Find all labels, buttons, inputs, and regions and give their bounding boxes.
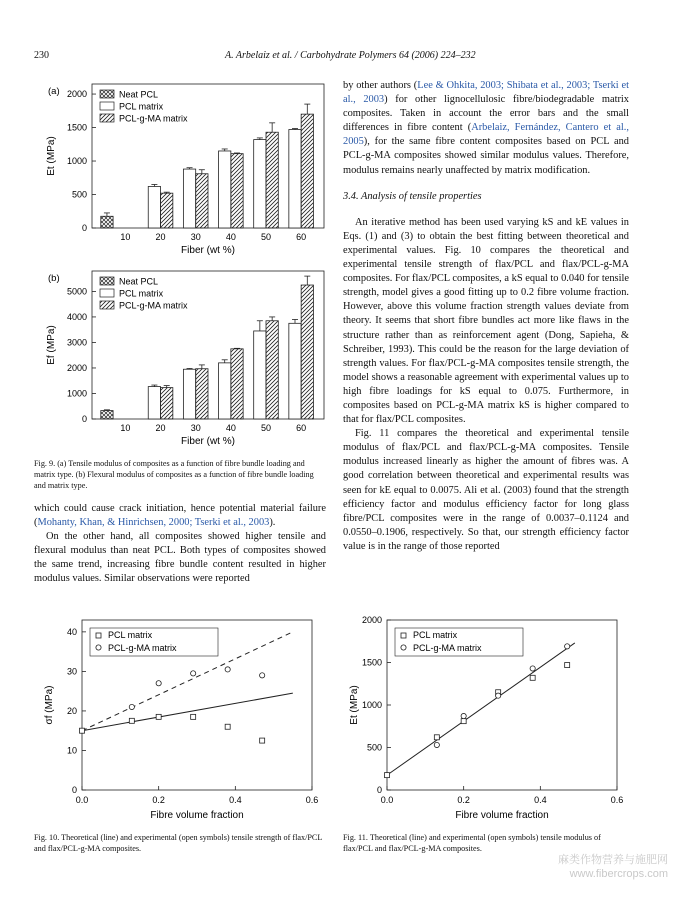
left-column-text — [34, 502, 326, 587]
fig10-ytick-label: 30 — [66, 666, 77, 677]
fig10-point-pclma — [260, 673, 265, 678]
fig10-theory-line-pcl — [82, 693, 293, 731]
fig10-legend-label-pcl: PCL matrix — [108, 630, 153, 640]
fig10-ytick-label: 10 — [66, 745, 77, 756]
fig11-point-pclma — [434, 742, 439, 747]
right-p1-text: by other authors ( — [343, 80, 418, 91]
fig9a-legend-label: PCL matrix — [119, 101, 164, 112]
fig11-point-pclma — [565, 644, 570, 649]
fig11-legend-marker-pclma — [401, 645, 406, 650]
right-p1-mid: ) for other lignocellulosic fibre/biodegradable matrix composites. Taken in account the error bars and the small differences in fibre content ( — [343, 94, 629, 134]
fig9b-bar-pclma — [301, 285, 313, 419]
left-paragraph-1 — [34, 502, 326, 530]
fig9a-xtick-label: 30 — [190, 232, 201, 242]
left-p1-text: which could cause crack initiation, hence potential material failure ( — [34, 503, 326, 529]
section-heading: 3.4. Analysis of tensile properties — [343, 190, 482, 202]
fig9a-legend-swatch — [100, 114, 114, 122]
fig9a-bar-pclma — [266, 132, 278, 228]
fig10-point-pcl — [156, 714, 161, 719]
running-title: A. Arbelaiz et al. / Carbohydrate Polymers 64 (2006) 224–232 — [225, 50, 476, 61]
fig9a-bar-pclma — [231, 154, 243, 228]
fig9a-xtick-label: 10 — [120, 232, 131, 242]
fig11-chart — [345, 612, 635, 824]
fig10-xlabel: Fibre volume fraction — [150, 810, 244, 821]
fig11-ytick-label: 0 — [376, 785, 382, 795]
fig9b-xtick-label: 60 — [296, 423, 307, 433]
left-paragraph-2: On the other hand, all composites showed higher tensile and flexural modulus than neat PCL. Both types of composites showed the same trend, increasing fibre bundle content resulted in higher modulus values. Similar observations were reported — [34, 531, 326, 585]
fig9a-legend-label: Neat PCL — [119, 89, 159, 100]
fig9b-ytick-label: 2000 — [66, 362, 87, 373]
fig11-ytick-label: 2000 — [361, 615, 382, 625]
fig11-xtick-label: 0.6 — [610, 795, 624, 805]
fig11-theory-line — [387, 643, 575, 775]
fig11-point-pcl — [434, 735, 439, 740]
fig11-point-pcl — [461, 719, 466, 724]
fig9a-legend-swatch — [100, 90, 114, 98]
fig11-point-pclma — [461, 713, 466, 718]
fig10-point-pcl — [191, 714, 196, 719]
fig11-point-pcl — [530, 675, 535, 680]
ref-link-mohanty[interactable]: Mohanty, Khan, & Hinrichsen, 2000; Tserki et al., 2003 — [37, 517, 270, 529]
fig9b-bar-pclma — [196, 369, 208, 419]
fig10-xtick-label: 0.2 — [152, 795, 165, 805]
fig9b-bar-pcl — [148, 387, 160, 419]
fig9a-bar-pcl — [148, 186, 160, 228]
fig11-ytick-label: 1500 — [361, 657, 382, 668]
fig9a-xtick-label: 60 — [296, 232, 307, 242]
fig9b-legend-label: PCL matrix — [119, 288, 164, 299]
watermark — [558, 853, 668, 881]
fig10-ytick-label: 40 — [66, 626, 77, 637]
right-paragraph-1 — [343, 79, 629, 178]
fig10-point-pclma — [191, 671, 196, 676]
watermark-line2: www.fibercrops.com — [569, 868, 668, 880]
fig11-xtick-label: 0.0 — [380, 795, 394, 805]
fig11-point-pcl — [565, 663, 570, 668]
fig10-xtick-label: 0.4 — [229, 795, 242, 805]
fig9a-ytick-label: 1500 — [66, 122, 87, 133]
fig9b-bar-pcl — [254, 331, 266, 419]
right-p1-end: ), for the same fibre content composites based on PCL and PCL-g-MA composites showed similar modulus values. Therefore, modulus remains nearly unaffected by matrix modification. — [343, 136, 629, 176]
right-paragraph-3: Fig. 11 compares the theoretical and experimental tensile modulus of flax/PCL and flax/PCL-g-MA composites. Tensile modulus increased linearly as higher the amount of fibres was. A good correlation between theoretical and experimental results was seen for kE equal to 0.0075. Ali et al. (2003) found that the strength efficiency factor and modulus efficiency factor for long glass fibre/PCL composites were in the range of 0.0037–0.1124 and 0.0550–0.1906, respectively. So that, our strength efficiency factor value is in the range of those reported — [343, 428, 629, 552]
fig11-legend-label-pclma: PCL-g-MA matrix — [413, 643, 482, 653]
right-paragraph-2: An iterative method has been used varying kS and kE values in Eqs. (1) and (3) to obtain the best fitting between theoretical and experimental values. Fig. 10 compares the theoretical and experimental tensile strength of flax/PCL and flax/PCL-g-MA composites. For flax/PCL composites, a kS equal to 0.040 for tensile strength, model gives a good fitting up to 0.2 fibre volume fraction. However, above this volume fraction strength values deviate from theory. It seems that short fibre bundles act more like flaws in the structure rather than as reinforcement agent (Dong, Sapieha, & Schreiber, 1993). This could be the reason for the large deviation of strength values. For flax/PCL-g-MA composites tensile strength, the model shows a reasonable agreement with experimental values up to high fibre loadings for kS equal to 0.075. Furthermore, in composites based on PCL-g-MA matrix kS is higher compared to that for flax/PCL composites. — [343, 216, 629, 426]
fig9b-legend-swatch — [100, 289, 114, 297]
fig10-point-pclma — [156, 681, 161, 686]
fig9a-bar-pclma — [196, 174, 208, 228]
fig9b-bar-pclma — [161, 388, 173, 419]
fig9b-bar-neat-pcl — [101, 411, 113, 419]
fig9b-legend-swatch — [100, 301, 114, 309]
fig9b-ytick-label: 4000 — [66, 311, 87, 322]
fig9a-xtick-label: 50 — [260, 232, 272, 242]
fig9b-bar-pcl — [289, 323, 301, 419]
fig9b-ylabel: Ef (MPa) — [46, 325, 57, 365]
fig9a-ytick-label: 1000 — [66, 156, 87, 167]
fig9b-legend-swatch — [100, 277, 114, 285]
fig9a-legend-swatch — [100, 102, 114, 110]
fig9b-ytick-label: 5000 — [66, 286, 87, 297]
fig9a-legend-label: PCL-g-MA matrix — [119, 113, 188, 124]
fig9a-ytick-label: 500 — [71, 189, 87, 200]
fig11-ytick-label: 500 — [366, 742, 382, 753]
fig9a-ytick-label: 0 — [81, 223, 87, 233]
fig9a-bar-pclma — [301, 114, 313, 228]
fig9a-bar-pcl — [219, 151, 231, 228]
fig11-xtick-label: 0.4 — [534, 795, 547, 805]
ref-link-arbelaiz[interactable]: Arbelaiz, Fernández, Cantero et al., 2005 — [343, 122, 629, 148]
fig9b-bar-pcl — [183, 369, 195, 419]
left-p1-end: ). — [269, 517, 276, 529]
fig10-point-pcl — [225, 724, 230, 729]
fig9a-bar-neat-pcl — [101, 216, 113, 228]
fig10-ylabel: σf (MPa) — [44, 685, 55, 725]
fig10-legend-marker-pcl — [96, 633, 101, 638]
fig9b-xlabel: Fiber (wt %) — [181, 436, 235, 447]
fig10-point-pclma — [129, 704, 134, 709]
fig10-xtick-label: 0.6 — [305, 795, 319, 805]
fig9b-bar-pcl — [219, 363, 231, 419]
fig11-legend-marker-pcl — [401, 633, 406, 638]
fig9b-xtick-label: 50 — [260, 423, 272, 433]
fig9a-ytick-label: 2000 — [66, 89, 87, 100]
page-number: 230 — [34, 50, 49, 61]
fig10-ytick-label: 0 — [71, 785, 77, 795]
fig10-caption: Fig. 10. Theoretical (line) and experimental (open symbols) tensile strength of flax/PCL and flax/PCL-g-MA composites. — [34, 833, 323, 853]
fig9a-ylabel: Et (MPa) — [46, 136, 57, 176]
fig10-chart — [40, 612, 330, 824]
fig11-point-pclma — [530, 666, 535, 671]
fig9a-xlabel: Fiber (wt %) — [181, 245, 235, 256]
fig9b-panel-label: (b) — [48, 273, 60, 284]
fig9a-bar-pclma — [161, 193, 173, 228]
fig9a-xtick-label: 40 — [225, 232, 236, 242]
fig11-point-pclma — [496, 693, 501, 698]
fig9b-xtick-label: 10 — [120, 423, 131, 433]
fig11-ylabel: Et (MPa) — [349, 685, 360, 725]
fig9a-xtick-label: 20 — [155, 232, 166, 242]
fig9b-xtick-label: 30 — [190, 423, 201, 433]
fig9b-ytick-label: 0 — [81, 414, 87, 424]
fig11-point-pcl — [385, 773, 390, 778]
fig9b-ytick-label: 3000 — [66, 337, 87, 348]
fig9b-ytick-label: 1000 — [66, 388, 87, 399]
fig10-ytick-label: 20 — [66, 705, 77, 716]
fig9b-bar-pclma — [231, 349, 243, 419]
fig11-xlabel: Fibre volume fraction — [455, 810, 549, 821]
right-column-text — [343, 79, 629, 554]
fig10-point-pcl — [80, 728, 85, 733]
fig11-ytick-label: 1000 — [361, 700, 382, 710]
fig9b-chart — [34, 265, 334, 447]
fig9a-bar-pcl — [289, 130, 301, 228]
fig10-legend-marker-pclma — [96, 645, 101, 650]
fig9b-legend-label: Neat PCL — [119, 276, 159, 287]
fig9-caption: Fig. 9. (a) Tensile modulus of composites as a function of fibre bundle loading and matrix type. (b) Flexural modulus of composites as a function of fibre bundle loading and matrix type. — [34, 459, 314, 490]
fig11-legend-label-pcl: PCL matrix — [413, 630, 458, 640]
fig9b-legend-label: PCL-g-MA matrix — [119, 300, 188, 311]
fig10-legend-label-pclma: PCL-g-MA matrix — [108, 643, 177, 653]
ref-link-lee[interactable]: Lee & Ohkita, 2003; Shibata et al., 2003; Tserki et al., 2003 — [343, 80, 629, 106]
fig10-point-pcl — [129, 718, 134, 723]
fig9b-bar-pclma — [266, 321, 278, 419]
fig9a-panel-label: (a) — [48, 86, 60, 97]
fig9b-xtick-label: 20 — [155, 423, 166, 433]
fig10-point-pcl — [260, 738, 265, 743]
fig9a-bar-pcl — [254, 140, 266, 228]
fig11-xtick-label: 0.2 — [457, 795, 470, 805]
fig11-caption: Fig. 11. Theoretical (line) and experimental (open symbols) tensile modulus of flax/PCL and flax/PCL-g-MA composites. — [343, 833, 601, 853]
fig10-xtick-label: 0.0 — [75, 795, 89, 805]
fig9b-xtick-label: 40 — [225, 423, 236, 433]
fig10-point-pclma — [225, 667, 230, 672]
watermark-line1: 麻类作物营养与施肥网 — [558, 854, 668, 866]
fig9a-bar-pcl — [183, 169, 195, 228]
fig9a-chart — [34, 78, 334, 256]
